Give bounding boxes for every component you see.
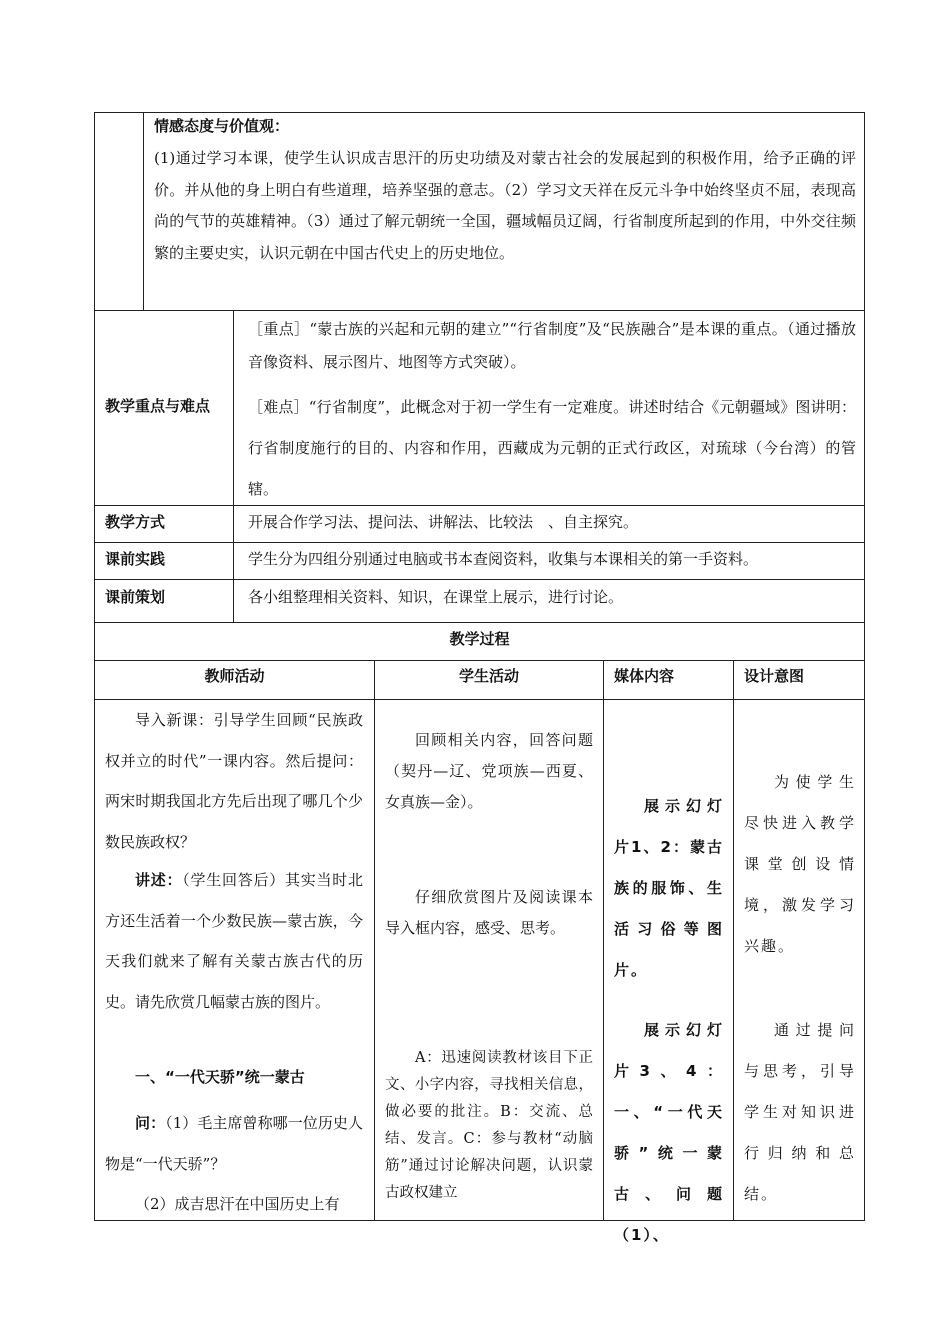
student-reading: A：迅速阅读教材该目下正文、小字内容，寻找相关信息，做必要的批注。B：交流、总结、发言。C：参与教材“动脑筋”通过讨论解决问题，认识蒙古政权建立	[385, 1050, 593, 1201]
header-media-cell	[603, 660, 734, 700]
emotion-heading: 情感态度与价值观：	[154, 117, 290, 135]
intent-summarize: 通过提问与思考，引导学生对知识进行归纳和总结。	[744, 1021, 856, 1203]
practice-value: 学生分为四组分别通过电脑或书本查阅资料，收集与本课相关的第一手资料。	[248, 550, 759, 568]
keypoints-content-cell	[233, 310, 865, 506]
method-value-cell	[233, 505, 865, 543]
planning-label: 课前策划	[105, 588, 166, 606]
teacher-question-lead: 问：	[135, 1114, 166, 1132]
planning-value-cell	[233, 579, 865, 623]
teacher-narration-body: （学生回答后）其实当时北方还生活着一个少数民族—蒙古族，今天我们就来了解有关蒙古族古代的历史。请先欣赏几幅蒙古族的图片。	[105, 871, 363, 1011]
teacher-section-heading: 一、“一代天骄”统一蒙古	[135, 1068, 305, 1086]
media-slides-1-2: 展示幻灯片1、2：蒙古族的服饰、生活习俗等图片。	[614, 797, 724, 979]
keypoints-emphasis: ［重点］“蒙古族的兴起和元朝的建立”“行省制度”及“民族融合”是本课的重点。（通过播放音像资料、展示图片、地图等方式突破）。	[248, 320, 856, 371]
header-intent: 设计意图	[744, 667, 805, 685]
teacher-narration-lead: 讲述：	[135, 871, 183, 889]
practice-label: 课前实践	[105, 550, 166, 568]
method-value: 开展合作学习法、提问法、讲解法、比较法 、自主探究。	[248, 513, 639, 531]
planning-label-cell	[94, 579, 234, 623]
student-appreciate: 仔细欣赏图片及阅读课本导入框内容，感受、思考。	[385, 888, 593, 937]
media-content-cell	[603, 699, 734, 1244]
method-label: 教学方式	[105, 513, 166, 531]
student-review: 回顾相关内容，回答问题（契丹—辽、党项族—西夏、女真族—金）。	[385, 731, 593, 811]
student-activity-cell	[374, 699, 604, 1221]
design-intent-cell	[733, 699, 865, 1221]
header-teacher-cell	[94, 660, 375, 700]
emotion-label-cell	[94, 112, 144, 311]
keypoints-difficulty: ［难点］“行省制度”，此概念对于初一学生有一定难度。讲述时结合《元朝疆域》图讲明：行省制度施行的目的、内容和作用，西藏成为元朝的正式行政区，对琉球（今台湾）的管辖。	[248, 398, 856, 498]
header-media: 媒体内容	[614, 667, 675, 685]
process-title-cell	[94, 622, 865, 661]
teacher-question-1-text: （1）毛主席曾称哪一位历史人物是“一代天骄”？	[105, 1114, 363, 1173]
practice-label-cell	[94, 542, 234, 580]
teacher-activity-cell	[94, 699, 375, 1221]
teacher-question-1	[105, 1103, 363, 1184]
header-student: 学生活动	[458, 667, 519, 685]
media-slides-3-4: 展示幻灯片3、4：一、“一代天骄”统一蒙古、问题（1）、	[614, 1021, 724, 1244]
teacher-question-2: （2）成吉思汗在中国历史上有	[135, 1195, 340, 1213]
intent-engage: 为使学生尽快进入教学课堂创设情境，激发学习兴趣。	[744, 773, 856, 955]
planning-value: 各小组整理相关资料、知识，在课堂上展示，进行讨论。	[248, 588, 624, 606]
practice-value-cell	[233, 542, 865, 580]
process-title: 教学过程	[449, 630, 510, 648]
keypoints-label-cell	[94, 310, 234, 506]
method-label-cell	[94, 505, 234, 543]
teacher-narration	[105, 860, 363, 1022]
header-teacher: 教师活动	[204, 667, 265, 685]
emotion-content-cell	[143, 112, 865, 311]
header-student-cell	[374, 660, 604, 700]
teacher-intro: 导入新课：引导学生回顾“民族政权并立的时代”一课内容。然后提问：两宋时期我国北方先后出现了哪几个少数民族政权？	[105, 711, 363, 851]
header-intent-cell	[733, 660, 865, 700]
emotion-body: (1)通过学习本课，使学生认识成吉思汗的历史功绩及对蒙古社会的发展起到的积极作用，给予正确的评价。并从他的身上明白有些道理，培养坚强的意志。（2）学习文天祥在反元斗争中始终坚贞不屈，表现高尚的气节的英雄精神。（3）通过了解元朝统一全国，疆域幅员辽阔，行省制度所起到的作用，中外交往频繁的主要史实，认识元朝在中国古代史上的历史地位。	[154, 149, 856, 262]
keypoints-label: 教学重点与难点	[105, 397, 211, 415]
